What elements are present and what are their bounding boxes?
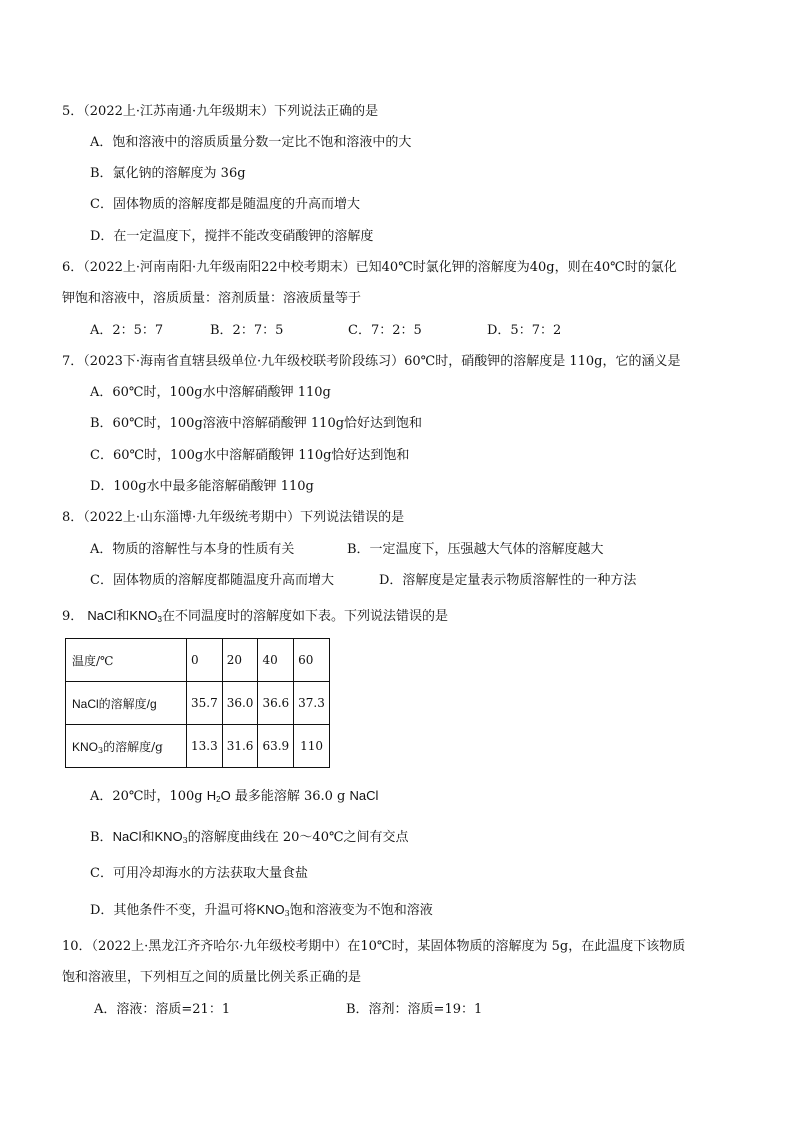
question-9-kno3-formula: KNO — [129, 608, 158, 623]
table-row — [66, 725, 330, 768]
question-5-stem: 5．（2022上·江苏南通·九年级期末）下列说法正确的是 — [62, 104, 379, 119]
table-kno3-cell: 31.6 — [222, 725, 258, 768]
table-temp-cell: 0 — [187, 639, 223, 682]
question-9-option-a — [90, 786, 378, 810]
question-6-stem-line2: 钾饱和溶液中，溶质质量：溶剂质量：溶液质量等于 — [62, 291, 362, 306]
question-6-option-a: A．2：5：7 — [90, 323, 164, 338]
table-header-label: 温度/℃ — [66, 639, 187, 682]
question-7-option-d: D．100g水中最多能溶解硝酸钾 110g — [90, 479, 314, 494]
question-9-and: 和 — [116, 609, 130, 624]
question-8-stem: 8．（2022上·山东淄博·九年级统考期中）下列说法错误的是 — [62, 510, 405, 525]
question-6-stem-line1: 6．（2022上·河南南阳·九年级南阳22中校考期末）已知40℃时氯化钾的溶解度为40g，则在40℃时的氯化 — [62, 260, 677, 275]
question-7-stem: 7．（2023下·海南省直辖县级单位·九年级校联考阶段练习）60℃时，硝酸钾的溶解度是 110g，它的涵义是 — [62, 354, 681, 369]
table-row — [66, 682, 330, 725]
question-6-option-c: C．7：2：5 — [348, 323, 422, 338]
table-kno3-cell: 13.3 — [187, 725, 223, 768]
kno3-label-formula: KNO — [72, 739, 99, 754]
question-6-option-b: B．2：7：5 — [210, 323, 284, 338]
option-a-text: 最多能溶解 36.0 g — [230, 789, 350, 804]
option-b-kno3: KNO — [154, 829, 183, 844]
question-8-options-row1 — [0, 540, 794, 560]
nacl-label-text: NaCl的溶解度/g — [72, 696, 157, 711]
kno3-label-text: 的溶解度/g — [103, 739, 163, 754]
question-8-options-row2 — [0, 571, 794, 591]
solubility-table — [65, 638, 330, 768]
table-nacl-cell: 35.7 — [187, 682, 223, 725]
question-5-option-c: C．固体物质的溶解度都是随温度的升高而增大 — [90, 197, 360, 212]
table-nacl-cell: 36.6 — [258, 682, 294, 725]
table-temp-cell: 20 — [222, 639, 258, 682]
question-9-option-c: C．可用冷却海水的方法获取大量食盐 — [90, 866, 308, 881]
option-b-subscript: 3 — [182, 836, 188, 845]
question-7-option-a: A．60℃时，100g水中溶解硝酸钾 110g — [90, 385, 331, 400]
table-row — [66, 639, 330, 682]
table-nacl-cell: 36.0 — [222, 682, 258, 725]
question-9-option-b — [90, 827, 409, 851]
water-h: H — [206, 788, 217, 803]
question-9-kno3 — [129, 608, 162, 623]
question-6-options — [0, 321, 794, 341]
option-d-text: 饱和溶液变为不饱和溶液 — [289, 903, 433, 918]
question-8-option-d: D．溶解度是定量表示物质溶解性的一种方法 — [379, 573, 637, 588]
question-9-nacl: NaCl — [87, 608, 117, 623]
option-d-prefix: D．其他条件不变，升温可将 — [90, 903, 257, 918]
question-8-option-a: A．物质的溶解性与本身的性质有关 — [90, 542, 295, 557]
question-10-option-a: A．溶液：溶质=21：1 — [94, 1002, 231, 1017]
question-10-stem-line2: 饱和溶液里，下列相互之间的质量比例关系正确的是 — [62, 970, 362, 985]
table-temp-cell: 40 — [258, 639, 294, 682]
question-10-options — [0, 1000, 794, 1020]
table-kno3-cell: 110 — [294, 725, 330, 768]
option-a-nacl: NaCl — [349, 788, 379, 803]
water-o: O — [220, 788, 231, 803]
option-b-and: 和 — [141, 830, 155, 845]
question-7-option-c: C．60℃时，100g水中溶解硝酸钾 110g恰好达到饱和 — [90, 448, 410, 463]
water-subscript: 2 — [216, 795, 221, 804]
table-kno3-cell: 63.9 — [258, 725, 294, 768]
table-nacl-cell: 37.3 — [294, 682, 330, 725]
option-b-nacl: NaCl — [112, 829, 142, 844]
question-7-option-b: B．60℃时，100g溶液中溶解硝酸钾 110g恰好达到饱和 — [90, 416, 423, 431]
question-5-option-a: A．饱和溶液中的溶质质量分数一定比不饱和溶液中的大 — [90, 135, 412, 150]
table-temp-cell: 60 — [294, 639, 330, 682]
option-a-prefix: A．20℃时，100g — [90, 789, 207, 804]
question-8-option-c: C．固体物质的溶解度都随温度升高而增大 — [90, 573, 334, 588]
option-d-subscript: 3 — [284, 909, 290, 918]
question-5-option-b: B．氯化钠的溶解度为 36g — [90, 166, 246, 181]
question-10-stem-line1: 10．（2022上·黑龙江齐齐哈尔·九年级校考期中）在10℃时，某固体物质的溶解度为 5g，在此温度下该物质 — [62, 939, 686, 954]
table-kno3-label — [66, 725, 187, 768]
table-nacl-label — [66, 682, 187, 725]
question-9-kno3-subscript: 3 — [157, 615, 162, 624]
question-9-stem-rest: 在不同温度时的溶解度如下表。下列说法错误的是 — [161, 609, 448, 624]
question-8-option-b: B．一定温度下，压强越大气体的溶解度越大 — [347, 542, 604, 557]
option-b-text: 的溶解度曲线在 20～40℃之间有交点 — [187, 830, 409, 845]
question-9-number: 9． — [62, 609, 84, 624]
question-9-option-d — [90, 900, 433, 924]
question-9-stem — [62, 606, 754, 630]
question-10-option-b: B．溶剂：溶质=19：1 — [346, 1002, 483, 1017]
option-b-prefix: B． — [90, 830, 113, 845]
kno3-label-subscript: 3 — [98, 745, 104, 755]
question-5-option-d: D．在一定温度下，搅拌不能改变硝酸钾的溶解度 — [90, 229, 374, 244]
question-6-option-d: D．5：7：2 — [487, 323, 562, 338]
water-formula — [207, 788, 231, 803]
option-d-kno3: KNO — [256, 902, 285, 917]
